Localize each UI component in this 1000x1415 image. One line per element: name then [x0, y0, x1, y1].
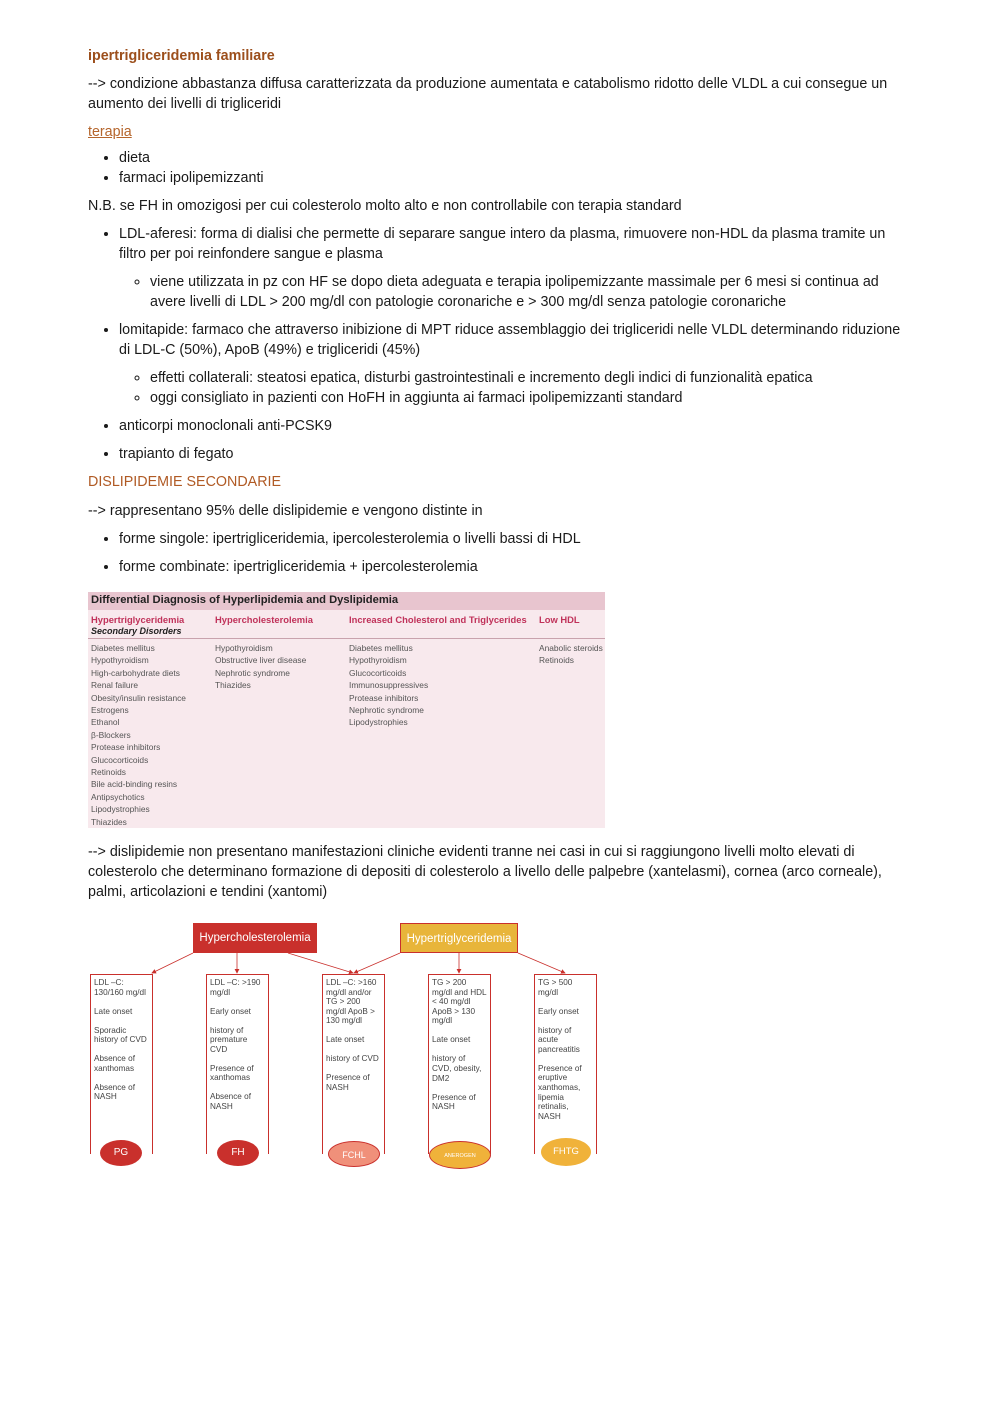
- column-items: [215, 642, 306, 692]
- arrow: [354, 953, 400, 973]
- fh-oval: FH: [217, 1140, 259, 1166]
- table-subheading: Secondary Disorders: [91, 626, 182, 636]
- list-item-lomitapide: [119, 320, 908, 408]
- list-item: ◦ effetti collaterali: steatosi epatica, disturbi gastrointestinali e incremento degli indici di funzionalità epatica: [150, 368, 908, 388]
- fchl-oval: FCHL: [328, 1141, 380, 1167]
- forme-list: [88, 529, 908, 577]
- table-column: [91, 614, 184, 637]
- table-cell: Bile acid-binding resins: [91, 779, 178, 790]
- criteria-box: [90, 974, 153, 1154]
- table-cell: Nephrotic syndrome: [349, 705, 424, 716]
- criteria-item: history of CVD, obesity, DM2: [432, 1054, 482, 1083]
- criteria-item: Late onset: [94, 1006, 133, 1016]
- criteria-box: [322, 974, 385, 1154]
- lomitapide-text: lomitapide: farmaco che attraverso inibizione di MPT riduce assemblaggio dei trigliceridi nelle VLDL determinando riduzione di LDL-C (50%), ApoB (49%) e trigliceridi (45%): [119, 322, 901, 358]
- list-item: ◦ viene utilizzata in pz con HF se dopo dieta adeguata e terapia ipolipemizzante massimale per 6 mesi si continua ad avere livelli di LDL > 200 mg/dl con patologie coronariche e > 300 mg/dl senza patologie coronariche: [150, 272, 908, 312]
- criteria-item: history of acute pancreatitis: [538, 1025, 580, 1054]
- criteria-item: Early onset: [210, 1006, 251, 1016]
- table-cell: Thiazides: [215, 680, 251, 691]
- criteria-box: [534, 974, 597, 1154]
- column-header: Hypercholesterolemia: [215, 614, 313, 625]
- criteria-item: Early onset: [538, 1006, 579, 1016]
- table-cell: Protease inhibitors: [349, 692, 419, 703]
- criteria-item: LDL –C: >160 mg/dl and/or TG > 200 mg/dl ApoB > 130 mg/dl: [326, 978, 377, 1026]
- table-cell: Obstructive liver disease: [215, 655, 307, 666]
- list-item: ◦ oggi consigliato in pazienti con HoFH in aggiunta ai farmaci ipolipemizzanti standard: [150, 388, 908, 408]
- fhtg-oval: FHTG: [541, 1138, 591, 1166]
- criteria-item: LDL –C: >190 mg/dl: [210, 978, 261, 997]
- section-title: ipertrigliceridemia familiare: [88, 48, 275, 64]
- table-cell: Lipodystrophies: [349, 717, 408, 728]
- criteria-item: Presence of xanthomas: [210, 1063, 254, 1083]
- table-cell: Diabetes mellitus: [91, 643, 155, 653]
- column-header: Increased Cholesterol and Triglycerides: [349, 614, 527, 625]
- column-header: Low HDL: [539, 614, 580, 625]
- table-cell: Protease inhibitors: [91, 742, 161, 753]
- criteria-item: LDL –C: 130/160 mg/dl: [94, 978, 146, 997]
- table-cell: Lipodystrophies: [91, 804, 150, 815]
- criteria-item: Sporadic history of CVD: [94, 1025, 147, 1045]
- table-cell: Immunosuppressives: [349, 680, 429, 691]
- criteria-item: Late onset: [432, 1035, 471, 1045]
- list-item-ldl-aferesi: [119, 224, 908, 312]
- table-cell: Renal failure: [91, 680, 139, 691]
- table-cell: Estrogens: [91, 705, 129, 716]
- list-item: • forme singole: ipertrigliceridemia, ipercolesterolemia o livelli bassi di HDL: [119, 529, 908, 549]
- table-cell: β-Blockers: [91, 729, 131, 740]
- column-items: [91, 642, 186, 828]
- criteria-item: TG > 500 mg/dl: [538, 978, 573, 997]
- terapia-heading[interactable]: terapia: [88, 124, 132, 140]
- table-cell: Glucocorticoids: [91, 754, 149, 765]
- criteria-box: [206, 974, 269, 1154]
- hypercholesterolemia-box: Hypercholesterolemia: [193, 923, 317, 953]
- criteria-item: Absence of NASH: [94, 1082, 135, 1102]
- criteria-item: Absence of xanthomas: [94, 1054, 135, 1073]
- table-cell: Nephrotic syndrome: [215, 667, 290, 678]
- table-cell: High-carbohydrate diets: [91, 667, 180, 678]
- terapia-list: [88, 148, 908, 188]
- table-cell: Glucocorticoids: [349, 667, 407, 678]
- table-cell: Hypothyroidism: [349, 655, 407, 666]
- table-cell: Ethanol: [91, 717, 120, 728]
- secondarie-intro: --> rappresentano 95% delle dislipidemie e vengono distinte in: [88, 503, 483, 519]
- criteria-box: [428, 974, 491, 1154]
- table-column: [349, 614, 527, 626]
- ldl-aferesi-sublist: [119, 272, 908, 312]
- list-item: • forme combinate: ipertrigliceridemia + ipercolesterolemia: [119, 557, 908, 577]
- criteria-item: Late onset: [326, 1035, 365, 1045]
- criteria-item: history of premature CVD: [210, 1025, 248, 1054]
- lomitapide-sublist: [119, 368, 908, 408]
- table-column: [215, 614, 313, 626]
- table-cell: Retinoids: [91, 767, 126, 778]
- criteria-item: Absence of NASH: [210, 1092, 251, 1111]
- column-items: [349, 642, 428, 729]
- differential-diagnosis-table: [88, 592, 605, 828]
- table-column: [539, 614, 580, 626]
- table-divider: [88, 638, 605, 639]
- secondarie-heading: DISLIPIDEMIE SECONDARIE: [88, 474, 282, 490]
- table-cell: Antipsychotics: [91, 791, 145, 802]
- flowchart: [88, 915, 608, 1175]
- arrow: [152, 953, 193, 973]
- hypertriglyceridemia-box: Hypertriglyceridemia: [400, 923, 518, 953]
- criteria-item: history of CVD: [326, 1054, 379, 1064]
- table-cell: Hypothyroidism: [215, 643, 273, 653]
- column-items: [539, 642, 603, 667]
- anerogen-oval: ANEROGEN: [429, 1141, 491, 1169]
- table-cell: Thiazides: [91, 816, 127, 827]
- nb-list: [88, 224, 908, 464]
- criteria-item: Presence of eruptive xanthomas, lipemia retinalis, NASH: [538, 1063, 582, 1121]
- document-body: [88, 46, 908, 585]
- intro-paragraph: --> condizione abbastanza diffusa caratterizzata da produzione aumentata e catabolismo ridotto delle VLDL a cui consegue un aumento dei livelli di trigliceridi: [88, 76, 888, 112]
- table-cell: Diabetes mellitus: [349, 643, 413, 653]
- table-cell: Obesity/insulin resistance: [91, 692, 186, 703]
- table-cell: Retinoids: [539, 655, 574, 666]
- manifestazioni-paragraph: --> dislipidemie non presentano manifestazioni cliniche evidenti tranne nei casi in cui si raggiungono livelli molto elevati di colesterolo che determinano formazione di depositi di colesterolo a livello delle palpebre (xantelasmi), cornea (arco corneale), palmi, articolazioni e tendini (xantomi): [88, 844, 882, 900]
- list-item: • dieta: [119, 148, 908, 168]
- table-title: Differential Diagnosis of Hyperlipidemia and Dyslipidemia: [88, 592, 605, 610]
- arrow: [518, 953, 565, 973]
- list-item: • farmaci ipolipemizzanti: [119, 168, 908, 188]
- column-header: Hypertriglyceridemia: [91, 614, 185, 625]
- ldl-aferesi-text: LDL-aferesi: forma di dialisi che permette di separare sangue intero da plasma, rimuovere non-HDL da plasma tramite un filtro per poi reinfondere sangue e plasma: [119, 226, 886, 262]
- criteria-item: Presence of NASH: [432, 1092, 476, 1112]
- pg-oval: PG: [100, 1140, 142, 1166]
- criteria-item: TG > 200 mg/dl and HDL < 40 mg/dl ApoB > 130 mg/dl: [432, 978, 487, 1026]
- list-item: • anticorpi monoclonali anti-PCSK9: [119, 416, 908, 436]
- table-cell: Hypothyroidism: [91, 655, 149, 666]
- criteria-item: Presence of NASH: [326, 1073, 370, 1092]
- table-cell: Anabolic steroids: [539, 643, 603, 653]
- list-item: • trapianto di fegato: [119, 444, 908, 464]
- nb-paragraph: N.B. se FH in omozigosi per cui colesterolo molto alto e non controllabile con terapia standard: [88, 198, 682, 214]
- arrow: [288, 953, 353, 973]
